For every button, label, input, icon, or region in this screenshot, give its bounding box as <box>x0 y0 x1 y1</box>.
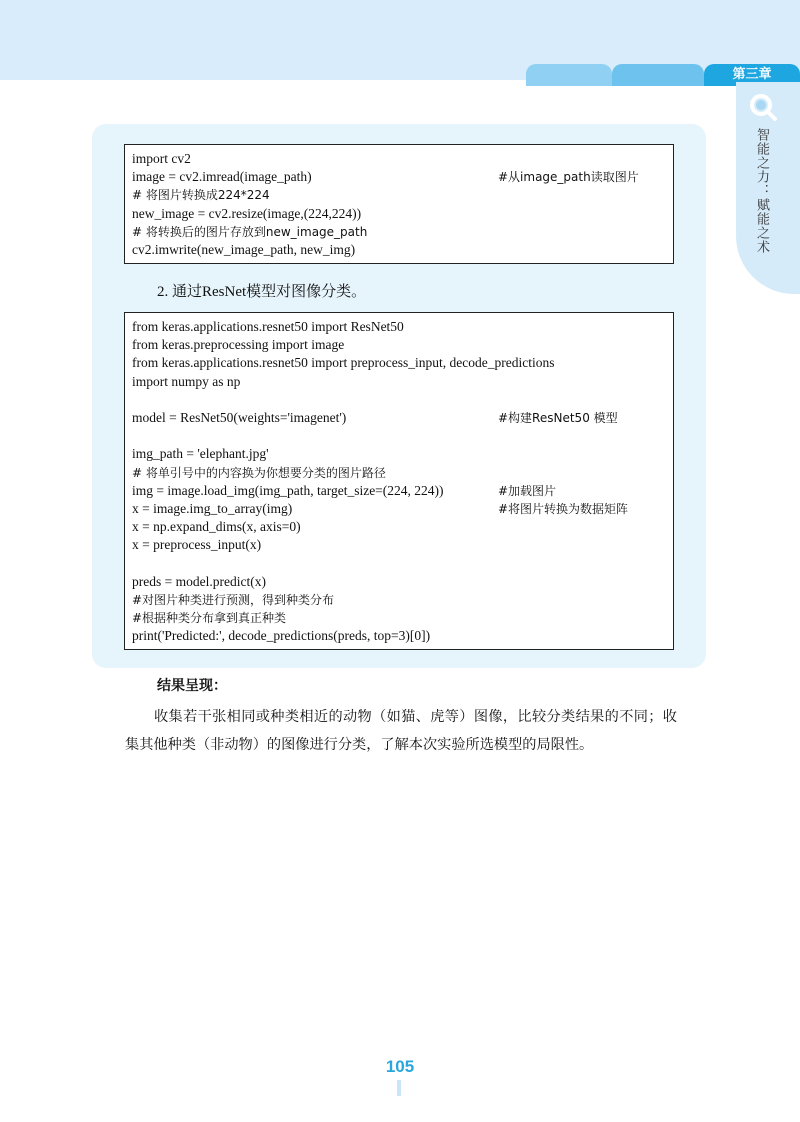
code-text: import cv2 <box>132 151 191 166</box>
result-paragraph: 收集若干张相同或种类相近的动物（如猫、虎等）图像，比较分类结果的不同；收集其他种类（非动物）的图像进行分类，了解本次实验所选模型的局限性。 <box>125 709 677 753</box>
code-comment: #构建ResNet50 模型 <box>498 410 618 425</box>
code-line <box>132 354 673 372</box>
code-text: #对图片种类进行预测，得到种类分布 <box>132 592 335 607</box>
code-text: new_image = cv2.resize(image,(224,224)) <box>132 205 362 221</box>
code-text: from keras.applications.resnet50 import ResNet50 <box>132 319 404 334</box>
code-text: from keras.applications.resnet50 import preprocess_input, decode_predictions <box>132 355 555 371</box>
page-number: 105 <box>385 1057 415 1076</box>
code-line <box>132 427 673 445</box>
code-line <box>132 609 673 627</box>
magnifier-hand-icon <box>748 92 778 122</box>
code-text: # 将单引号中的内容换为你想要分类的图片路径 <box>132 465 386 480</box>
page-number-bar <box>397 1080 401 1096</box>
code-text: x = image.img_to_array(img) <box>132 500 293 516</box>
code-line <box>132 168 673 186</box>
code-text: preds = model.predict(x) <box>132 573 266 589</box>
code-text: print('Predicted:', decode_predictions(preds, top=3)[0]) <box>132 628 431 644</box>
code-line <box>132 445 673 463</box>
code-line <box>132 150 673 168</box>
code-line <box>132 391 673 409</box>
code-text: x = np.expand_dims(x, axis=0) <box>132 519 301 535</box>
sidebar-title: 智能之力：赋能之术 <box>754 128 769 254</box>
code-line <box>132 186 673 204</box>
code-line <box>132 573 673 591</box>
code-text: img_path = 'elephant.jpg' <box>132 446 269 462</box>
code-line <box>132 409 673 427</box>
code-line <box>132 482 673 500</box>
code-text: from keras.preprocessing import image <box>132 337 345 353</box>
code-text: # 将转换后的图片存放到new_image_path <box>132 224 368 239</box>
code-block-resnet <box>124 312 674 650</box>
code-line <box>132 500 673 518</box>
code-text: model = ResNet50(weights='imagenet') <box>132 409 347 425</box>
result-heading: 结果呈现： <box>157 678 227 694</box>
code-text: img = image.load_img(img_path, target_size=(224, 224)) <box>132 482 444 498</box>
code-line <box>132 536 673 554</box>
chapter-tab: 第三章 <box>704 64 800 86</box>
code-line <box>132 241 673 259</box>
code-line <box>132 223 673 241</box>
code-line <box>132 591 673 609</box>
code-text: # 将图片转换成224*224 <box>132 188 270 203</box>
code-text: import numpy as np <box>132 373 241 389</box>
code-line <box>132 205 673 223</box>
code-line <box>132 554 673 572</box>
code-text: cv2.imwrite(new_image_path, new_img) <box>132 241 356 257</box>
header-tab-decoration <box>612 64 704 86</box>
code-block-resize <box>124 144 674 264</box>
code-comment: #从image_path读取图片 <box>498 170 639 185</box>
code-line <box>132 318 673 336</box>
code-line <box>132 627 673 645</box>
header-tab-decoration <box>526 64 612 86</box>
code-text: image = cv2.imread(image_path) <box>132 169 312 185</box>
code-comment: #加载图片 <box>498 483 557 498</box>
step-heading: 2. 通过ResNet模型对图像分类。 <box>157 284 367 300</box>
code-line <box>132 518 673 536</box>
code-line <box>132 464 673 482</box>
code-line <box>132 336 673 354</box>
code-text: #根据种类分布拿到真正种类 <box>132 611 287 625</box>
code-text: x = preprocess_input(x) <box>132 537 262 553</box>
code-line <box>132 373 673 391</box>
code-comment: #将图片转换为数据矩阵 <box>498 501 629 516</box>
